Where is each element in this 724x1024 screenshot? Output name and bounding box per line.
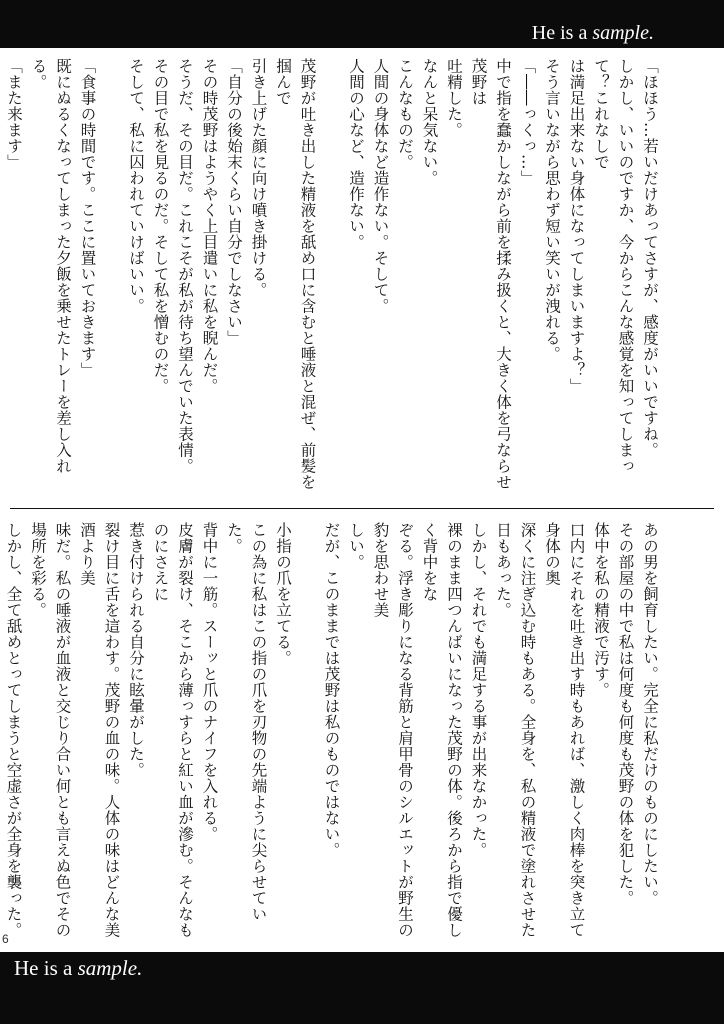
text-line: そう言いながら思わず短い笑いが洩れる。 <box>543 58 561 362</box>
text-line: この為に私はこの指の爪を刃物の先端ように尖らせていた。 <box>225 522 268 922</box>
header-brand: He is a sample. <box>531 22 654 44</box>
text-line: 惹き付けられる自分に眩暈がした。 <box>127 522 145 778</box>
text-line: その目で私を見るのだ。そして私を憎むのだ。 <box>151 58 170 394</box>
text-line: その部屋の中で私は何度も何度も茂野の体を犯した。 <box>616 522 635 906</box>
text-line: 「ほほう…若いだけあってさすが、感度がいいですね。 <box>641 58 659 458</box>
text-line: 「また来ます」 <box>5 58 23 170</box>
text-line: しかし、いいのですか、今からこんな感覚を知ってしまって？これなしで <box>592 58 635 474</box>
text-line: 引き上げた顔に向け噴き掛ける。 <box>249 58 268 298</box>
text-line: しかし、全て舐めとってしまうと空虚さが全身を襲った。 <box>4 522 23 938</box>
text-line: 味だ。私の唾液が血液と交じり合い何とも言えぬ色でその場所を彩る。 <box>29 522 72 938</box>
lower-text-block <box>4 522 662 942</box>
text-line: しい。 <box>347 522 365 570</box>
text-line: 茂野が吐き出した精液を舐め口に含むと唾液と混ぜ、前髪を掴んで <box>274 58 317 490</box>
text-line: 既にぬるくなってしまった夕飯を乗せたトレーを差し入れる。 <box>29 58 72 474</box>
text-line: しかし、それでも満足する事が出来なかった。 <box>469 522 488 858</box>
text-line: は満足出来ない身体になってしまいますよ？」 <box>567 58 586 394</box>
text-line: 「自分の後始末くらい自分でしなさい」 <box>225 58 243 346</box>
page-number: 6 <box>2 932 9 946</box>
text-line: 中で指を蠢かしながら前を揉み扱くと、大きく体を弓ならせ茂野は <box>469 58 512 490</box>
text-line: 背中に一筋。スーッと爪のナイフを入れる。 <box>200 522 219 842</box>
text-line: だが、このままでは茂野は私のものではない。 <box>322 522 341 858</box>
text-line: 体中を私の精液で汚す。 <box>592 522 610 698</box>
footer-brand: He is a sample. <box>14 956 143 980</box>
paragraph-gap <box>100 58 124 498</box>
text-line: 小指の爪を立てる。 <box>274 522 292 666</box>
text-line: そうだ、その目だ。これこそが私が待ち望んでいた表情。 <box>176 58 194 474</box>
upper-text-block <box>5 58 662 498</box>
text-line: 口内にそれを吐き出す時もあれば、激しく肉棒を突き立て身体の奥 <box>543 522 586 938</box>
text-line: 人間の心など、造作ない。 <box>347 58 365 250</box>
text-line: なんと呆気ない。 <box>420 58 439 186</box>
text-line <box>0 58 2 498</box>
text-line: 深くに注ぎ込む時もある。全身を、私の精液で塗れさせた日もあった。 <box>494 522 537 938</box>
section-divider <box>10 508 714 509</box>
paragraph-gap <box>295 522 319 942</box>
paragraph-gap <box>320 58 344 498</box>
text-line: 皮膚が裂け、そこから薄っすらと紅い血が滲む。そんなものにさえに <box>151 522 194 938</box>
text-line: ぞる。浮き彫りになる背筋と肩甲骨のシルエットが野生の豹を思わせ美 <box>371 522 414 938</box>
text-line: 「――っくっ…」 <box>518 58 537 186</box>
footer-bar <box>0 952 724 1024</box>
text-line: あの男を飼育したい。完全に私だけのものにしたい。 <box>641 522 659 906</box>
text-line: その時茂野はようやく上目遣いに私を睨んだ。 <box>200 58 219 394</box>
text-line: 人間の身体など造作ない。そして。 <box>371 58 390 314</box>
text-line: 吐精した。 <box>445 58 463 138</box>
text-line: そして、私に囚われていけばいい。 <box>127 58 145 314</box>
text-line: 「食事の時間です。ここに置いておきます」 <box>78 58 97 378</box>
text-line: こんなものだ。 <box>396 58 414 170</box>
text-line: 裸のまま四つんばいになった茂野の体。後ろから指で優しく背中をな <box>420 522 463 938</box>
text-line: 裂け目に舌を這わす。茂野の血の味。人体の味はどんな美酒より美 <box>78 522 121 938</box>
header-bar <box>0 0 724 48</box>
